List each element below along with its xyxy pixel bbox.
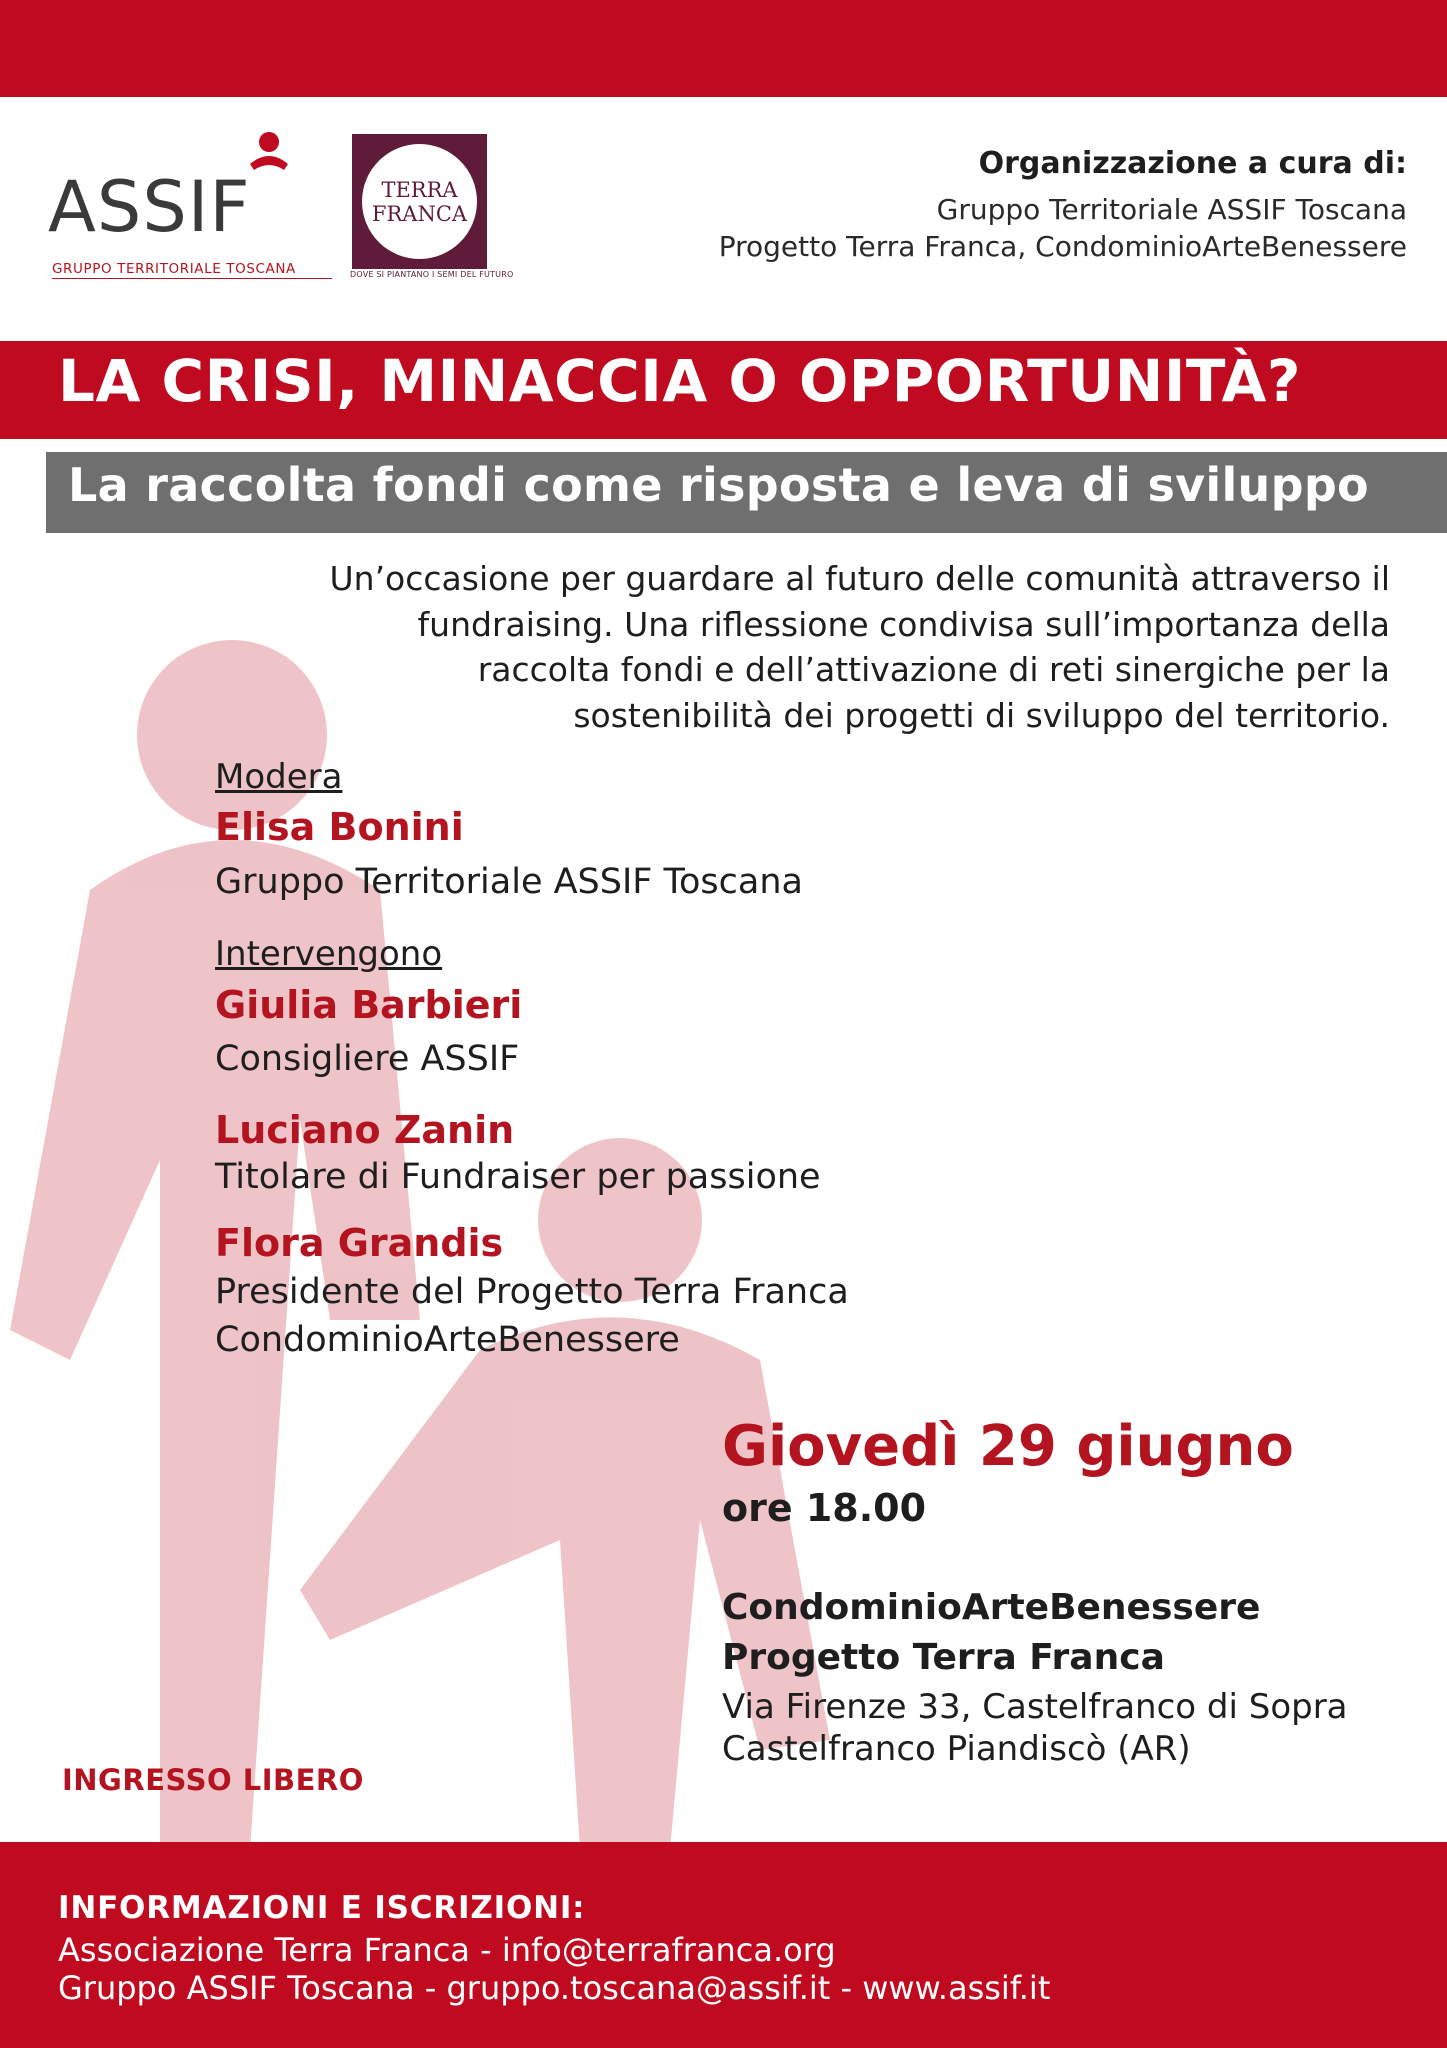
venue-name: Progetto Terra Franca: [722, 1637, 1165, 1678]
assif-logo: [48, 126, 338, 286]
event-time: ore 18.00: [722, 1486, 927, 1530]
terra-franca-logo-tagline: DOVE SI PIANTANO I SEMI DEL FUTURO: [350, 270, 514, 279]
speaker-title: CondominioArteBenessere: [215, 1320, 680, 1360]
organization-block: [719, 146, 1407, 263]
moderator-title: Gruppo Territoriale ASSIF Toscana: [215, 862, 803, 902]
footer-contact-line[interactable]: Gruppo ASSIF Toscana - gruppo.toscana@assif.it - www.assif.it: [58, 1969, 1051, 2007]
moderator-name: Elisa Bonini: [215, 805, 464, 849]
terra-franca-logo: [352, 134, 487, 269]
speakers-label: Intervengono: [215, 934, 443, 974]
organization-line: Gruppo Territoriale ASSIF Toscana: [936, 193, 1407, 226]
organization-line: Progetto Terra Franca, CondominioArteBenessere: [718, 230, 1407, 263]
intro-line: fundraising. Una riflessione condivisa sull’importanza della: [417, 604, 1390, 644]
venue-address: Castelfranco Piandiscò (AR): [722, 1729, 1191, 1769]
intro-paragraph: [170, 556, 1390, 738]
speaker-title: Consigliere ASSIF: [215, 1039, 520, 1079]
speaker-title: Presidente del Progetto Terra Franca: [215, 1272, 849, 1312]
moderator-label: Modera: [215, 757, 343, 797]
top-red-band: [0, 0, 1447, 97]
intro-line: sostenibilità dei progetti di sviluppo del territorio.: [573, 695, 1390, 735]
entry-note: INGRESSO LIBERO: [62, 1763, 364, 1797]
venue-address: Via Firenze 33, Castelfranco di Sopra: [722, 1687, 1348, 1727]
speaker-name: Giulia Barbieri: [215, 983, 523, 1027]
intro-line: Un’occasione per guardare al futuro delle comunità attraverso il: [329, 559, 1390, 598]
footer-contact-line[interactable]: Associazione Terra Franca - info@terrafranca.org: [58, 1931, 836, 1969]
assif-logo-text: ASSIF: [48, 166, 251, 248]
assif-logo-underline: [52, 278, 332, 279]
intro-line: raccolta fondi e dell’attivazione di reti sinergiche per la: [477, 650, 1390, 689]
footer-heading: INFORMAZIONI E ISCRIZIONI:: [58, 1890, 586, 1926]
assif-logo-subtitle: GRUPPO TERRITORIALE TOSCANA: [52, 261, 296, 277]
event-date: Giovedì 29 giugno: [722, 1414, 1294, 1479]
terra-franca-logo-line1: TERRA: [381, 178, 458, 202]
organization-heading: Organizzazione a cura di:: [978, 146, 1407, 181]
speaker-name: Luciano Zanin: [215, 1108, 515, 1152]
terra-franca-logo-line2: FRANCA: [371, 202, 468, 226]
venue-name: CondominioArteBenessere: [722, 1587, 1261, 1628]
page-subtitle: La raccolta fondi come risposta e leva di sviluppo: [68, 458, 1369, 512]
assif-figure-icon: [244, 130, 294, 190]
speaker-title: Titolare di Fundraiser per passione: [215, 1157, 821, 1197]
page-title: LA CRISI, MINACCIA O OPPORTUNITÀ?: [58, 347, 1301, 415]
speaker-name: Flora Grandis: [215, 1221, 504, 1265]
